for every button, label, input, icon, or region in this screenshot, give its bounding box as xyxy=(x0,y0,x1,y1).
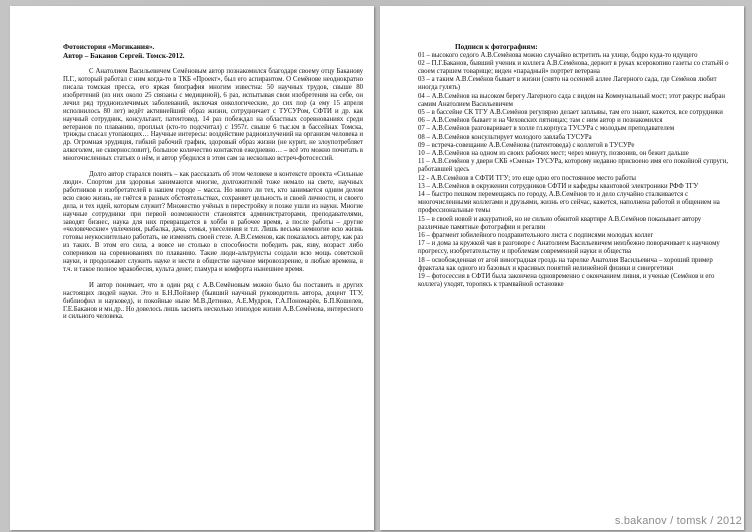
page-left xyxy=(10,6,374,530)
caption-item: 04 – А.В.Семёнов на высоком берегу Лагерного сада с видом на Коммунальный мост; этот ракурс выбран самим Анатолием Васильевичем xyxy=(418,92,726,108)
caption-item: 17 – и дома за кружкой чая в разговоре с Анатолием Васильевичем неизбежно поворачивает к научному прогрессу, изобретательству и проблемам современной науки и общества xyxy=(418,240,720,256)
caption-item: 08 – А.В.Семёнов консультирует молодого завлаба ТУСУРа xyxy=(418,133,592,141)
paragraph: И автор понимает, что в один ряд с А.В.Семёновым можно было бы поставить и других настоящих людей науки. Это и Б.Н.Пойзнер (бывший научный руководитель автора, доцент ТГУ, библиофил и науковед), и покойные ныне М.В.Детинко, А.Е.Мудров, Г.А.Пономарёв, Б.П.Кошелев, Г.Е.Баканов и мн.др.. Но довелось лишь заснять несколько эпизодов жизни А.В.Семёнова, интересного и сильного человека. xyxy=(63,281,363,321)
caption-item: 10 – А.В.Семёнов на одном из своих рабочих мест; через минуту, позвонив, он бежит дальше xyxy=(418,150,689,158)
captions-heading: Подписи к фотографиям: xyxy=(455,43,538,51)
caption-item: 07 – А.В.Семёнов разговаривает в холле гл.корпуса ТУСУРа с молодым преподавателем xyxy=(418,125,675,133)
caption-item: 12 - А.В.Семёнов в СФТИ ТГУ; это еще одно его постоянное место работы xyxy=(418,174,636,182)
caption-item: 01 – высокого седого А.В.Семёнова можно случайно встретить на улице, бодро куда-то идущего xyxy=(418,51,698,59)
caption-item: 19 – фотосессия в СФТИ была закончена одновременно с окончанием ливня, и ученые (Семёнов и его коллега) уходят, торопясь к трамвайной остановке xyxy=(418,273,715,289)
document-title: Фотоистория «Могикания». xyxy=(63,43,155,51)
caption-item: 15 – в своей новой и аккуратной, но не сильно обжитой квартире А.В.Семёнов показывает автору различные памятные фотографии и регалии xyxy=(418,215,702,231)
caption-item: 03 – а таким А.В.Семёнов бывает в жизни (снято на осенней аллее Лагерного сада, где Семёнов любит иногда гулять) xyxy=(418,76,717,92)
page-left-content xyxy=(63,43,363,329)
caption-item: 05 – в бассейне СК ТГУ А.В.Семёнов регулярно делает заплывы, там его знают, кажется, все сотрудники xyxy=(418,109,723,117)
paragraph: Долго автор старался понять – как рассказать об этом человеке в контексте проекта «Сильные люди». Спортом для здоровья занимаются многие, долгожителей тоже немало на свете, научных работников и изобретателей в нашем городе – масса. Но много ли тех, кто занимается одним делом всю свою жизнь, не гнётся в разных обстоятельствах, сохраняет цельность и своей личности, и своего дела, и тех идей, которым служит? Множество учёных в перестройку и позже ушли из науки. Многие научные сотрудники при первой возможности становятся администраторами, преподавателями, заводят бизнес, наука для них превращается в хобби в рабочее время, а после работы – другие «человеческие» увлечения, рыбалка, дача, семья, увеселения и т.п. Лишь весьма немногие всю жизнь готовы неукоснительно работать, не изменять своей стезе. А.В.Семенов, как показалось автору, как раз из таких. В этом его сила, а вовсе не столько в способности победить рак, язву, возраст либо соперников на соревнованиях по плаванию. Такие люди-альтруисты создали всю мощь советской науки, и продолжают служить науке и нести в обществе научное мировоззрение, в любые времена, в т.ч. и такое полное мракобесия, культа денег, гламура и комфорта нынешнее время. xyxy=(63,171,363,273)
caption-item: 06 – А.В.Семёнов бывает и на Чеховских пятницах; там с ним автор и познакомился xyxy=(418,117,663,125)
caption-item: 11 – А.В.Семёнов у двери СКБ «Смена» ТУСУРа, которому недавно присвоено имя его покойной супруги, работавшей здесь xyxy=(418,158,729,174)
caption-item: 13 – А.В.Семёнов в окружении сотрудников СФТИ и кафедры квантовой электроники РФФ ТГУ xyxy=(418,182,699,190)
page-right xyxy=(380,6,744,530)
page-right-content xyxy=(418,43,733,289)
watermark-text: s.bakanov / tomsk / 2012 xyxy=(614,515,742,527)
caption-item: 16 – фрагмент юбилейного поздравительного листа с подписями молодых коллег xyxy=(418,232,654,240)
paragraph: С Анатолием Васильевичем Семёновым автор познакомился благодаря своему отцу Баканову П.Г., который работал с ним когда-то в ТКБ «Проект», был его аспирантом. О Семёнове неоднократно писала томская пресса, его яркая биография многим известна: 50 научных трудов, свыше 80 изобретений (из них около 25 связаны с медициной), 6 раз, испытывая свои изобретения на себе, он лечил ряд трудноизлечимых заболеваний, включая онкологические, до сих пор (а ему 15 апреля исполнилось 80 лет) ведёт активнейший образ жизни, сотрудничает с ТУСУРом, СФТИ и др. как научный сотрудник, консультант, патентовед. 14 раз побеждал на областных соревнованиях среди ветеранов по плаванию, проплыл (кто-то подсчитал) с 1957г. свыше 6 тыс.км в бассейнах Томска, трижды спасал утопающих… Научные интересы: воздействие радиоизлучений на организм человека и др. Огромная эрудиция, гибкий рабочий график, здоровый образ жизни (не курит, не злоупотребляет алкоголем, не сквернословит), большое количество контактов ежедневно… – всё это можно почитать в многочисленных статьях о нём, и автор убедился в этом сам за несколько встреч-фотосессий. xyxy=(63,68,363,163)
caption-item: 18 – освобожденная от агой виноградная гроздь на тарелке Анатолия Васильевича – хороший пример фрактала как одного из базовых и красивых понятий нелинейной физики и синергетики xyxy=(418,256,713,272)
caption-list xyxy=(418,52,733,290)
caption-item: 09 – встреча-совещание А.В.Семёнова (патентоведа) с коллегой в ТУСУРе xyxy=(418,141,635,149)
caption-item: 02 – П.Г.Баканов, бывший ученик и коллега А.В.Семёнова, держит в руках ксерокопию газеты со статьёй о своем старшем товарище; виден «парадный» портрет ветерана xyxy=(418,59,729,75)
document-author-line: Автор – Баканов Сергей. Томск-2012. xyxy=(63,51,185,60)
caption-item: 14 – быстро пешком перемещаясь по городу, А.В.Семёнов то и дело случайно сталкивается с многочисленными коллегами и друзьями, жизнь его сейчас, кажется, наполнена работой и общением на профессиональные темы xyxy=(418,191,720,215)
